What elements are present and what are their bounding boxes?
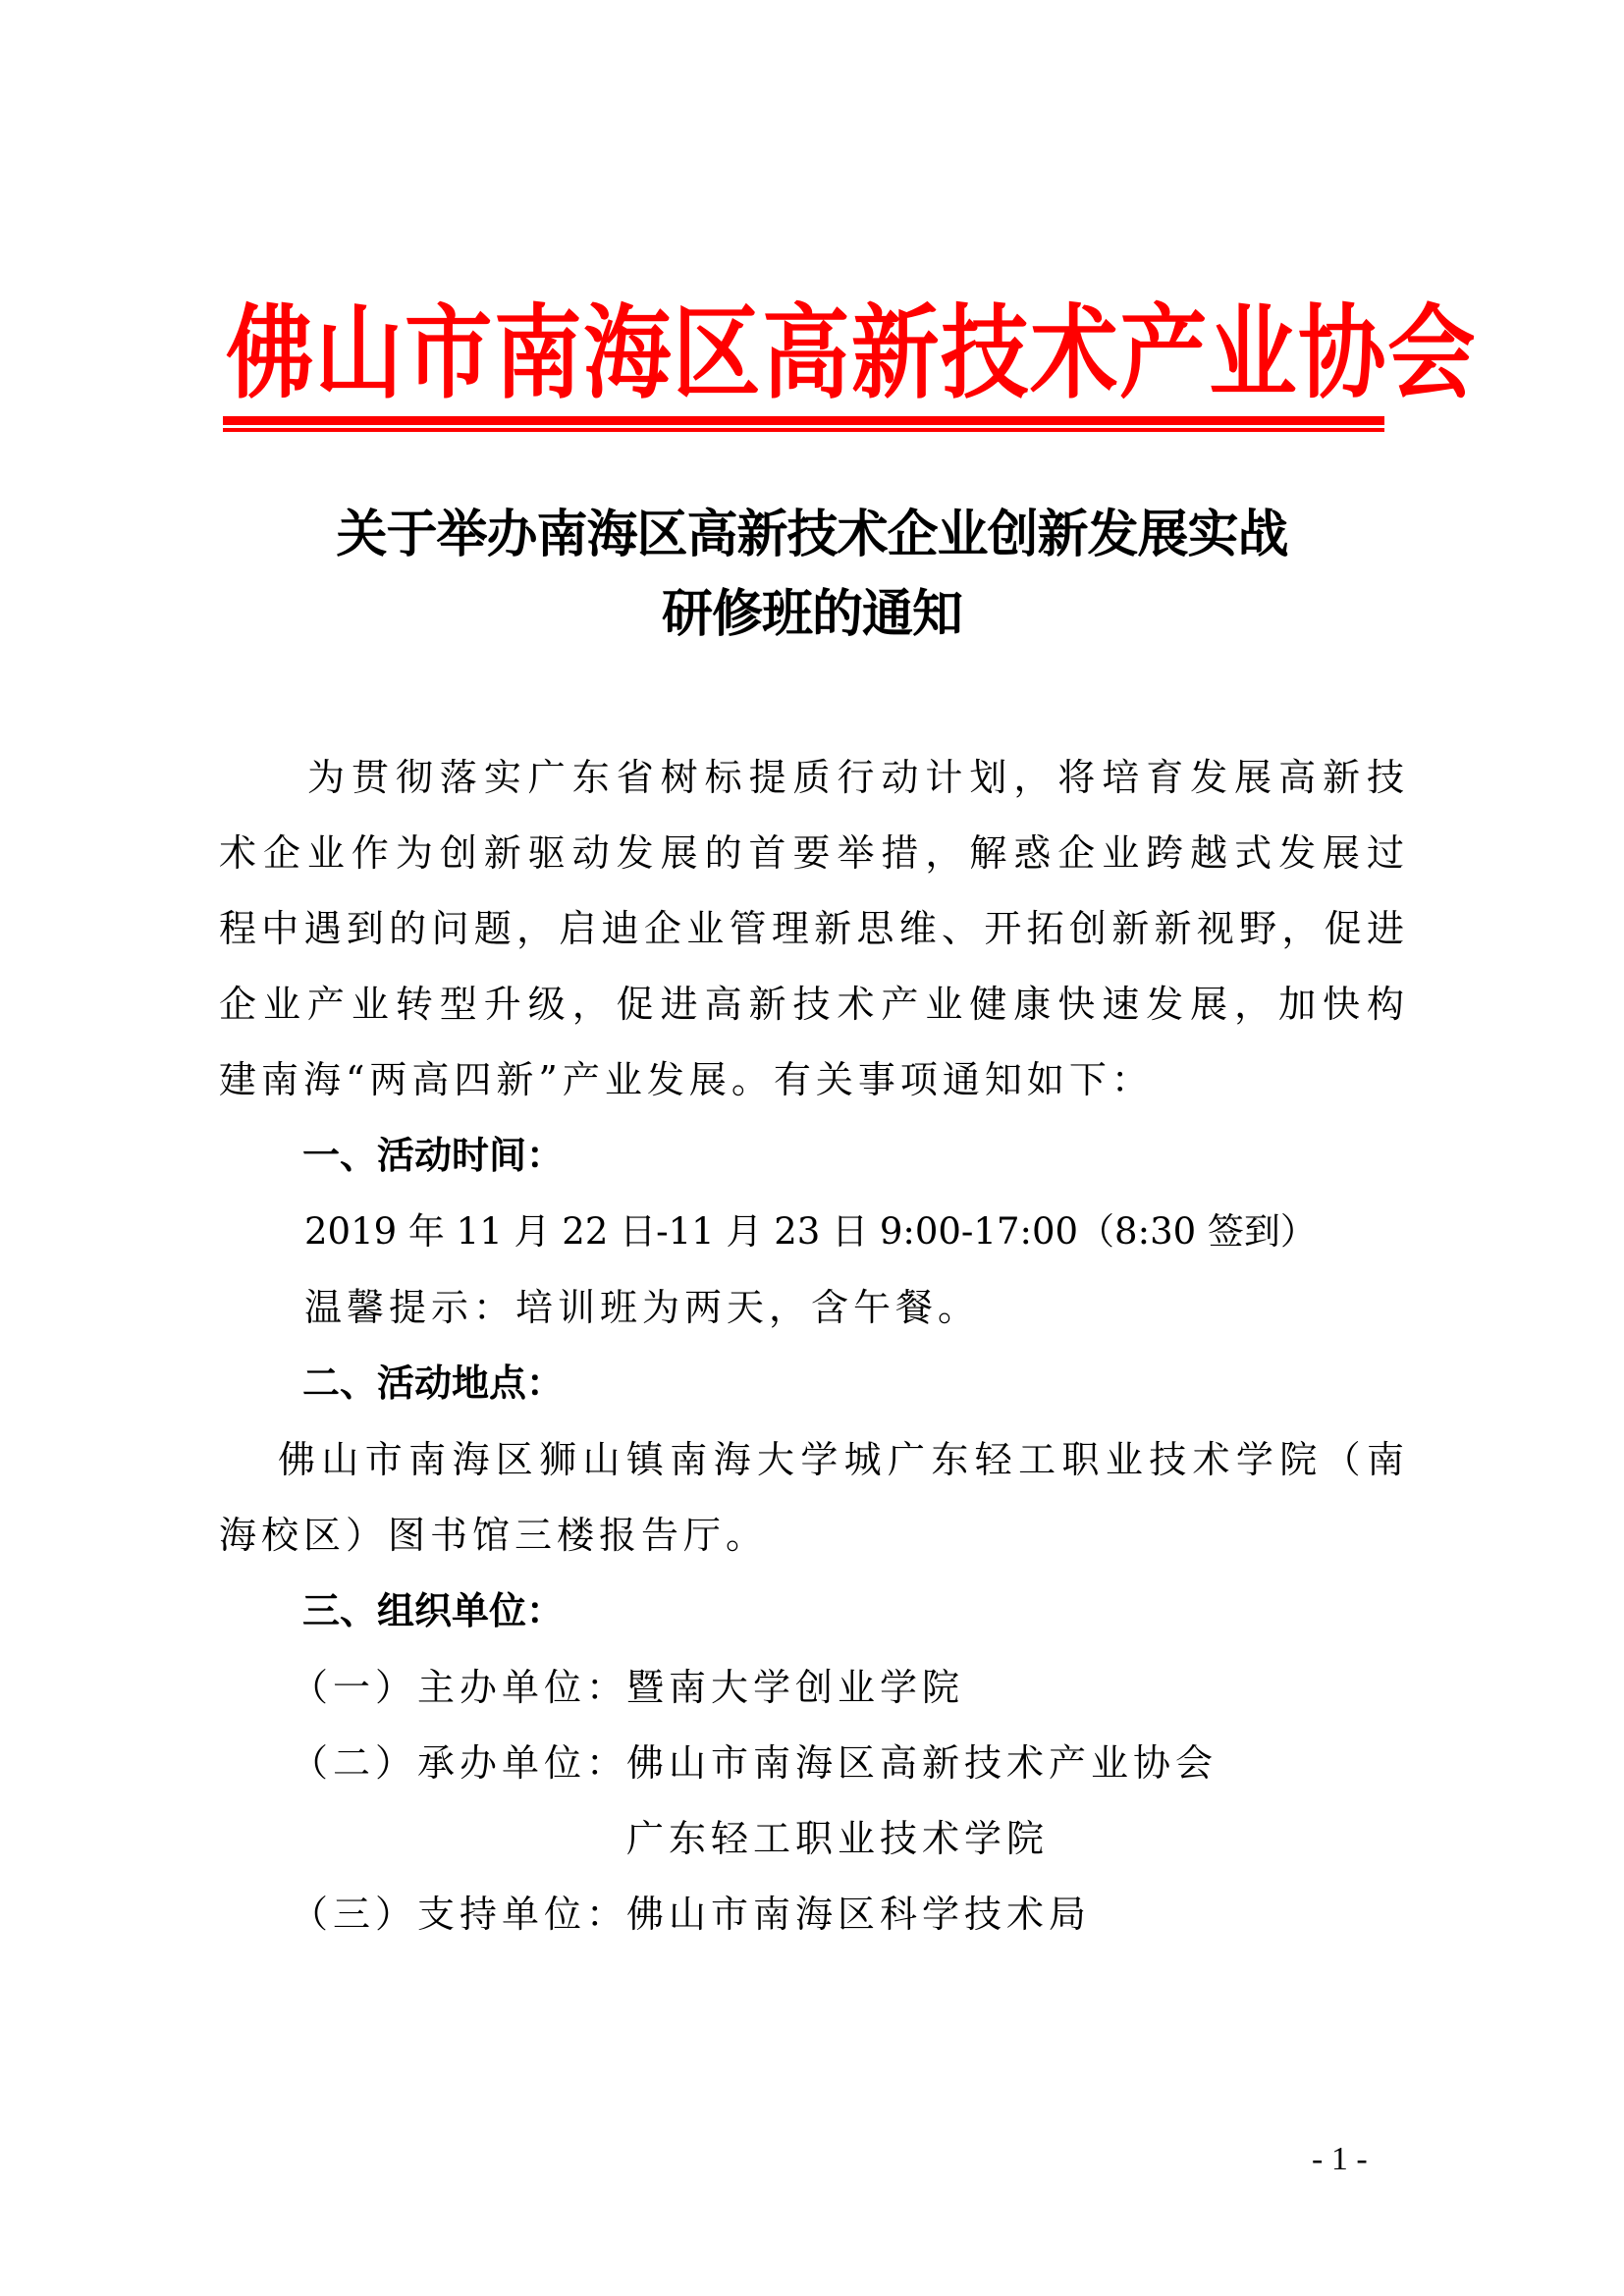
section-heading-time: 一、活动时间： [302,1134,565,1177]
intro-line: 为贯彻落实广东省树标提质行动计划，将培育发展高新技 [307,756,1404,799]
letterhead-organization-name [223,293,1476,413]
letterhead-char: 会 [1387,293,1476,413]
organizer-value-organizer: 佛山市南海区高新技术产业协会 [626,1741,1218,1785]
organizer-label-supporter: （三）支持单位： [291,1893,629,1936]
document-title-line-2: 研修班的通知 [661,584,962,644]
intro-line: 术企业作为创新驱动发展的首要举措，解惑企业跨越式发展过 [219,831,1404,875]
event-datetime: 2019 年 11 月 22 日-11 月 23 日 9:00-17:00（8:30 签到） [304,1210,1317,1253]
letterhead-char: 山 [315,293,404,413]
letterhead-char: 区 [673,293,761,413]
letterhead-char: 新 [851,293,940,413]
intro-line: 企业产业转型升级，促进高新技术产业健康快速发展，加快构 [219,983,1404,1026]
letterhead-red-rule-thick [223,416,1384,425]
section-heading-organizers: 三、组织单位： [302,1589,565,1632]
section-heading-location: 二、活动地点： [302,1362,565,1405]
letterhead-char: 业 [1209,293,1297,413]
letterhead-char: 产 [1119,293,1208,413]
letterhead-char: 高 [762,293,850,413]
organizer-label-organizer: （二）承办单位： [291,1741,629,1785]
letterhead-char: 佛 [226,293,314,413]
letterhead-char: 南 [494,293,582,413]
page-number: - 1 - [1312,2141,1368,2177]
location-line: 海校区）图书馆三楼报告厅。 [219,1514,769,1557]
event-tip: 温馨提示：培训班为两天，含午餐。 [304,1286,981,1329]
letterhead-char: 市 [405,293,493,413]
location-line: 佛山市南海区狮山镇南海大学城广东轻工职业技术学院（南 [278,1438,1404,1481]
intro-line: 程中遇到的问题，启迪企业管理新思维、开拓创新新视野，促进 [219,907,1404,950]
organizer-value-supporter: 佛山市南海区科学技术局 [626,1893,1092,1936]
organizer-value-host: 暨南大学创业学院 [626,1666,965,1709]
letterhead-char: 技 [941,293,1029,413]
intro-line: 建南海“两高四新”产业发展。有关事项通知如下： [219,1058,1154,1101]
letterhead-char: 协 [1298,293,1386,413]
document-title-line-1: 关于举办南海区高新技术企业创新发展实战 [336,505,1288,564]
organizer-label-host: （一）主办单位： [291,1666,629,1709]
letterhead-char: 术 [1030,293,1118,413]
organizer-value-organizer: 广东轻工职业技术学院 [626,1817,1050,1860]
letterhead-char: 海 [583,293,672,413]
letterhead-red-rule-thin [223,428,1384,432]
